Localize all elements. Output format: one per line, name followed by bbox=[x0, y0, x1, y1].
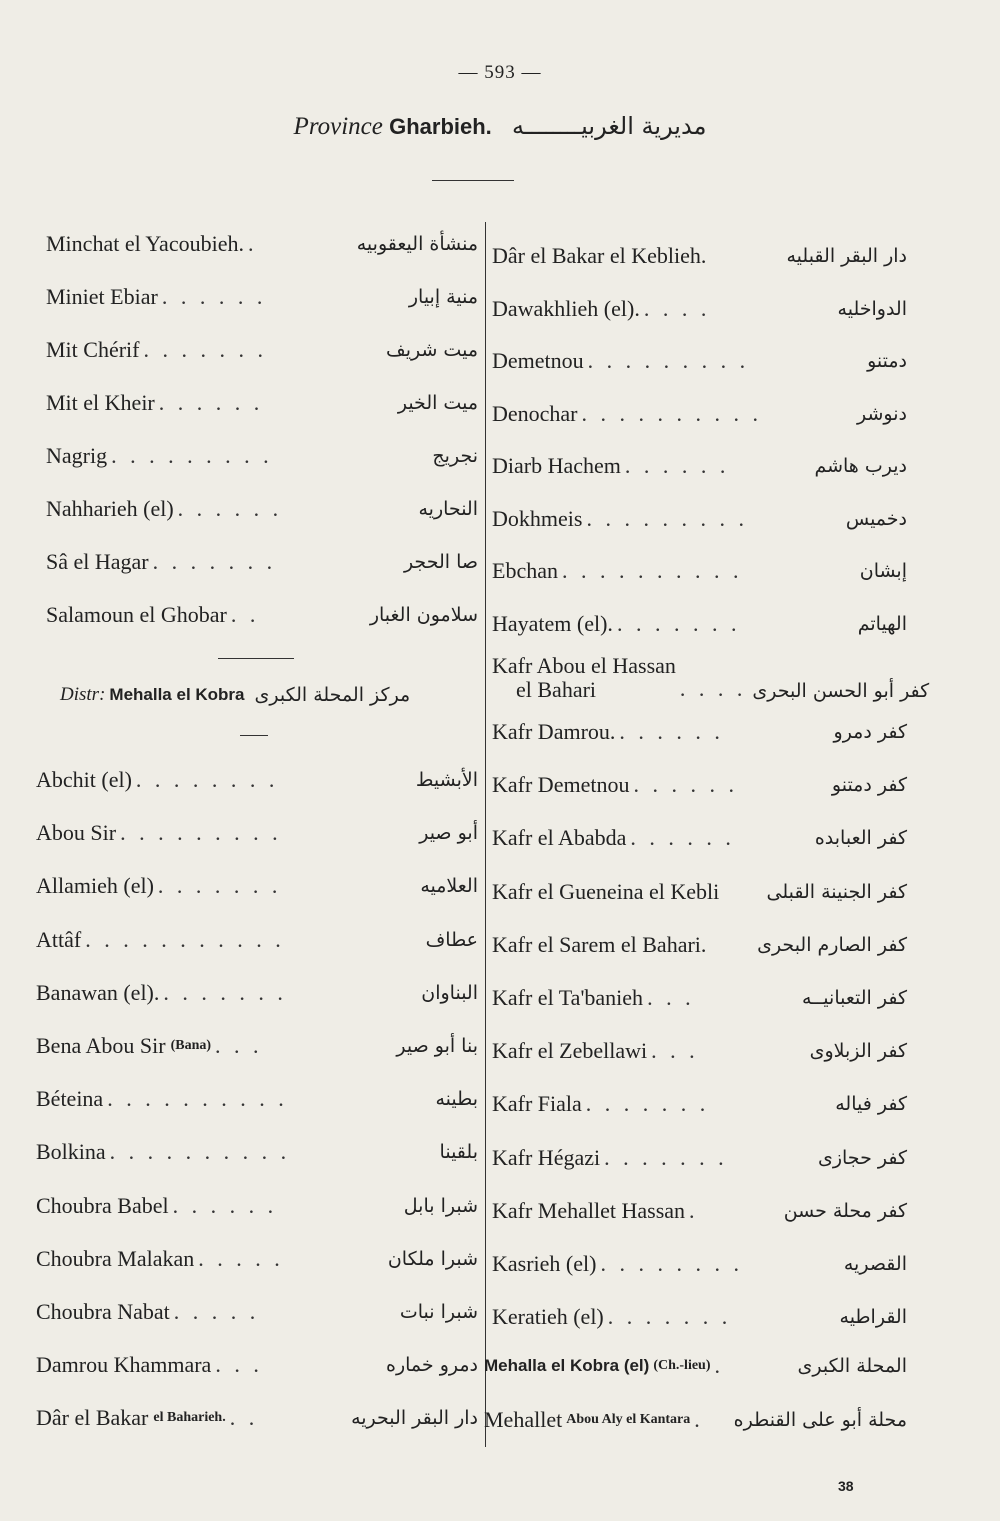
entry-arabic: أبو صير bbox=[419, 822, 478, 845]
title-divider bbox=[432, 180, 514, 181]
entry-name: Mehallet bbox=[484, 1407, 563, 1432]
entry-name: Kafr el Ababda bbox=[492, 825, 627, 851]
list-item bbox=[36, 1398, 478, 1438]
signature-mark: 38 bbox=[838, 1478, 854, 1494]
entry-name: Kafr el Ta'banieh bbox=[492, 985, 644, 1010]
entry-name: Dawakhlieh (el). bbox=[492, 295, 640, 321]
list-item bbox=[36, 1026, 478, 1066]
entry-arabic: كفر أبو الحسن البحرى bbox=[752, 680, 930, 702]
leader-dots: . . . . . . . . . . bbox=[107, 1086, 288, 1112]
entry-arabic: دار البقر القبليه bbox=[786, 245, 907, 267]
list-item bbox=[46, 436, 478, 476]
list-item bbox=[492, 341, 907, 381]
entry-arabic: بلقينا bbox=[439, 1141, 478, 1164]
list-item bbox=[36, 866, 478, 906]
entry-arabic: سلامون الغبار bbox=[369, 604, 478, 626]
entry-qualifier: (Ch.-lieu) bbox=[653, 1358, 711, 1373]
district-arabic: مركز المحلة الكبرى bbox=[254, 684, 411, 706]
leader-dots: . . . . . bbox=[173, 1299, 260, 1324]
entry-name: Kafr el Zebellawi bbox=[492, 1038, 648, 1064]
entry-name: Dokhmeis bbox=[492, 505, 583, 531]
entry-name: Dâr el Bakar el Keblieh. bbox=[492, 243, 707, 268]
list-item bbox=[492, 818, 907, 858]
leader-dots: . . . . . . bbox=[177, 496, 283, 521]
list-item bbox=[492, 446, 907, 486]
entry-arabic: الأبشيط bbox=[415, 769, 478, 791]
leader-dots: . . . . . . . bbox=[604, 1144, 728, 1170]
list-item bbox=[36, 1079, 478, 1119]
entry-arabic: المحلة الكبرى bbox=[797, 1355, 907, 1377]
entry-arabic: دمرو خماره bbox=[386, 1354, 478, 1377]
leader-dots: . . . . . . bbox=[161, 284, 267, 309]
entry-qualifier: Abou Aly el Kantara bbox=[566, 1412, 691, 1427]
entry-name: Bolkina bbox=[36, 1139, 106, 1165]
entry-name: Kafr Hégazi bbox=[492, 1144, 601, 1170]
entry-arabic: شبرا نبات bbox=[399, 1301, 478, 1323]
leader-dots: . . . . bbox=[643, 295, 711, 321]
entry-name: Ebchan bbox=[492, 558, 558, 583]
entry-arabic: دخميس bbox=[845, 507, 907, 530]
entry-arabic: كفر الجنينة القبلى bbox=[766, 880, 907, 903]
leader-dots: . . . . . . . . bbox=[135, 767, 279, 792]
district-name: Mehalla el Kobra bbox=[109, 685, 245, 704]
list-item bbox=[46, 277, 478, 317]
list-item bbox=[36, 760, 478, 800]
list-item bbox=[484, 1400, 907, 1440]
entry-arabic: عطاف bbox=[425, 928, 478, 951]
list-item bbox=[492, 551, 907, 591]
leader-dots: . . . bbox=[215, 1033, 263, 1058]
district-label: Distr: bbox=[60, 684, 106, 705]
leader-dots: . . . bbox=[651, 1038, 699, 1064]
list-item bbox=[46, 489, 478, 529]
leader-dots: . bbox=[689, 1197, 699, 1223]
list-item bbox=[36, 920, 478, 960]
leader-dots: . . . . . . . bbox=[152, 549, 277, 574]
entry-arabic: كفر الصارم البحرى bbox=[757, 933, 907, 956]
list-item bbox=[484, 1346, 907, 1386]
district-divider bbox=[240, 735, 268, 736]
leader-dots: . . . . . . bbox=[158, 390, 264, 415]
entry-name: Attâf bbox=[36, 926, 82, 952]
leader-dots: . . . . . . . . . bbox=[587, 348, 750, 373]
entry-name: Mit Chérif bbox=[46, 337, 140, 362]
entry-arabic: القراطيه bbox=[839, 1306, 907, 1329]
entry-arabic: كفر فياله bbox=[835, 1093, 907, 1116]
entry-arabic: شبرا ملكان bbox=[387, 1247, 478, 1270]
leader-dots: . . . . . . . . . . bbox=[581, 400, 763, 426]
entry-name: Minchat el Yacoubieh. bbox=[46, 231, 244, 256]
entry-arabic: كفر دمرو bbox=[833, 721, 907, 743]
list-item bbox=[36, 973, 478, 1013]
list-item bbox=[492, 1191, 907, 1231]
leader-dots: . . . bbox=[215, 1352, 263, 1378]
entry-name: Choubra Nabat bbox=[36, 1299, 170, 1324]
leader-dots: . . . . . . . bbox=[163, 979, 287, 1005]
leader-dots: . . . . . . . bbox=[157, 873, 282, 899]
province-arabic: مديرية الغربيــــــــه bbox=[512, 112, 707, 140]
leader-dots: . . . . . . . . . bbox=[111, 443, 273, 468]
entry-name: Nagrig bbox=[46, 443, 108, 468]
leader-dots: . . . . . . . bbox=[143, 337, 267, 362]
entry-name: Salamoun el Ghobar bbox=[46, 602, 227, 627]
entry-name: Dâr el Bakar bbox=[36, 1405, 149, 1431]
entry-arabic: إبشان bbox=[859, 560, 907, 582]
leader-dots: . . . . . . bbox=[172, 1192, 278, 1218]
list-item bbox=[492, 1297, 907, 1337]
list-item bbox=[492, 978, 907, 1018]
list-item bbox=[492, 289, 907, 329]
entry-name: Kafr el Gueneina el Kebli bbox=[492, 878, 720, 904]
entry-name: Miniet Ebiar bbox=[46, 284, 158, 309]
leader-dots: . bbox=[714, 1353, 724, 1378]
entry-name: Hayatem (el). bbox=[492, 610, 613, 636]
entry-name: Béteina bbox=[36, 1086, 104, 1112]
entry-arabic: دیرب هاشم bbox=[814, 455, 907, 477]
leader-dots: . . bbox=[230, 602, 260, 627]
entry-arabic: النحاريه bbox=[418, 498, 478, 520]
entry-arabic: كفر حجازى bbox=[817, 1146, 907, 1169]
entry-arabic: الدواخليه bbox=[837, 297, 907, 320]
leader-dots: . . . . . bbox=[198, 1245, 284, 1271]
leader-dots: . bbox=[247, 231, 258, 256]
province-name: Gharbieh. bbox=[389, 114, 492, 139]
entry-arabic: بنا أبو صير bbox=[396, 1035, 478, 1057]
list-item bbox=[46, 330, 478, 370]
page-title bbox=[0, 112, 1000, 141]
entry-arabic: دار البقر البحريه bbox=[351, 1407, 478, 1430]
entry-name: Kafr Damrou. bbox=[492, 719, 616, 744]
entry-arabic: البناوان bbox=[421, 981, 478, 1004]
leader-dots: . . . . . . . bbox=[616, 610, 741, 636]
entry-name: Kafr Mehallet Hassan bbox=[492, 1197, 686, 1223]
entry-arabic: دنوشر bbox=[857, 402, 907, 425]
entry-name: Kafr Demetnou bbox=[492, 772, 630, 798]
entry-arabic: دمتنو bbox=[867, 350, 907, 372]
entry-name: Bena Abou Sir bbox=[36, 1033, 166, 1058]
entry-arabic: ميت شريف bbox=[386, 339, 478, 361]
list-item bbox=[492, 925, 907, 965]
entry-arabic: بطينه bbox=[435, 1088, 478, 1111]
leader-dots: . . . . bbox=[679, 676, 747, 701]
entry-name: Abou Sir bbox=[36, 820, 117, 846]
leader-dots: . . . . . . . . . bbox=[120, 820, 282, 846]
district-heading bbox=[60, 684, 480, 706]
leader-dots: . . . . . . bbox=[624, 453, 730, 478]
leader-dots: . . . . . . . . . bbox=[586, 505, 748, 531]
list-item bbox=[36, 1132, 478, 1172]
leader-dots: . . . bbox=[647, 985, 695, 1010]
entry-name: Mit el Kheir bbox=[46, 390, 155, 415]
entry-name: Keratieh (el) bbox=[492, 1304, 604, 1330]
entry-arabic: صا الحجر bbox=[403, 551, 478, 573]
list-item bbox=[492, 765, 907, 805]
list-item bbox=[492, 648, 930, 702]
entry-name: Nahharieh (el) bbox=[46, 496, 174, 521]
list-item bbox=[46, 595, 478, 635]
entry-name: Sâ el Hagar bbox=[46, 549, 149, 574]
column-divider bbox=[485, 222, 486, 1447]
list-item bbox=[46, 542, 478, 582]
leader-dots: . . . . . . bbox=[630, 825, 735, 851]
entry-name-line2: el Bahari bbox=[516, 677, 597, 702]
list-item bbox=[36, 1292, 478, 1332]
leader-dots: . . bbox=[229, 1405, 259, 1431]
entry-arabic: نجريج bbox=[432, 445, 478, 467]
list-item bbox=[36, 1186, 478, 1226]
entry-arabic: منية إبيار bbox=[408, 286, 478, 308]
list-item bbox=[36, 813, 478, 853]
entry-arabic: كفر التعبانيــه bbox=[801, 987, 907, 1009]
province-label: Province bbox=[293, 113, 383, 140]
entry-arabic: منشأة اليعقوبيه bbox=[356, 233, 478, 255]
list-item bbox=[46, 224, 478, 264]
entry-name-line1: Kafr Abou el Hassan bbox=[492, 653, 676, 678]
list-item bbox=[492, 394, 907, 434]
entry-name: Damrou Khammara bbox=[36, 1352, 212, 1378]
list-item bbox=[36, 1345, 478, 1385]
list-item bbox=[492, 604, 907, 644]
list-item bbox=[36, 1239, 478, 1279]
list-item bbox=[492, 499, 907, 539]
page-number: — 593 — bbox=[458, 62, 542, 83]
leader-dots: . . . . . . . bbox=[607, 1304, 732, 1330]
list-item bbox=[492, 1031, 907, 1071]
entry-arabic: العلاميه bbox=[420, 875, 478, 898]
entry-arabic: محلة أبو على القنطره bbox=[733, 1409, 907, 1431]
leader-dots: . . . . . . . . bbox=[600, 1251, 743, 1276]
list-item bbox=[492, 236, 907, 276]
entry-name: Abchit (el) bbox=[36, 767, 132, 792]
list-item bbox=[492, 712, 907, 752]
entry-name: Denochar bbox=[492, 400, 578, 426]
entry-arabic: القصريه bbox=[843, 1253, 907, 1275]
entry-name: Mehalla el Kobra (el) bbox=[484, 1356, 650, 1375]
entry-name: Kasrieh (el) bbox=[492, 1251, 597, 1276]
list-item bbox=[46, 383, 478, 423]
list-item bbox=[492, 1138, 907, 1178]
entry-name: Kafr el Sarem el Bahari. bbox=[492, 931, 707, 957]
section-divider bbox=[218, 658, 294, 659]
entry-name: Diarb Hachem bbox=[492, 453, 621, 478]
entry-name: Allamieh (el) bbox=[36, 873, 154, 899]
entry-arabic: الهياتم bbox=[857, 612, 907, 635]
entry-arabic: شبرا بابل bbox=[403, 1194, 478, 1217]
entry-qualifier: (Bana) bbox=[170, 1038, 212, 1053]
entry-name: Choubra Babel bbox=[36, 1192, 169, 1218]
leader-dots: . bbox=[694, 1407, 704, 1432]
entry-arabic: كفر الزبلاوى bbox=[809, 1040, 907, 1063]
entry-arabic: كفر العبابده bbox=[814, 827, 907, 850]
entry-name: Demetnou bbox=[492, 348, 584, 373]
leader-dots: . . . . . . bbox=[633, 772, 738, 798]
leader-dots: . . . . . . . . . . bbox=[561, 558, 743, 583]
entry-name: Banawan (el). bbox=[36, 979, 160, 1005]
entry-name: Kafr Fiala bbox=[492, 1091, 582, 1117]
list-item bbox=[492, 1244, 907, 1284]
list-item bbox=[492, 1084, 907, 1124]
list-item bbox=[492, 872, 907, 912]
entry-arabic: ميت الخير bbox=[397, 392, 478, 414]
entry-arabic: كفر محلة حسن bbox=[783, 1199, 907, 1222]
entry-name: Choubra Malakan bbox=[36, 1245, 195, 1271]
entry-qualifier: el Baharieh. bbox=[153, 1410, 226, 1426]
leader-dots: . . . . . . . bbox=[585, 1091, 710, 1117]
entry-arabic: كفر دمتنو bbox=[831, 774, 907, 797]
leader-dots: . . . . . . bbox=[619, 719, 724, 744]
leader-dots: . . . . . . . . . . . bbox=[85, 926, 285, 952]
leader-dots: . . . . . . . . . . bbox=[109, 1139, 291, 1165]
